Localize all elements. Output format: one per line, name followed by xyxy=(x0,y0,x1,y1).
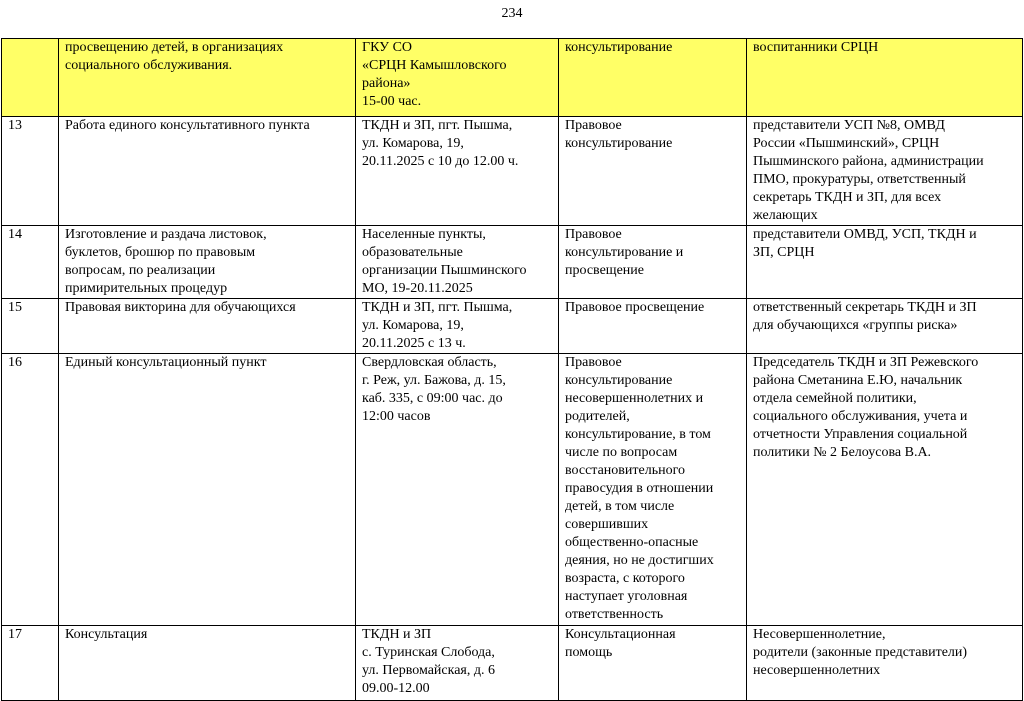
cell-text-line: Председатель ТКДН и ЗП Режевского xyxy=(753,355,979,370)
event-form-cell xyxy=(559,626,747,701)
cell-text-line: представители УСП №8, ОМВД xyxy=(753,118,945,133)
cell-text-line: Несовершеннолетние, xyxy=(753,627,886,642)
row-number-cell xyxy=(2,626,59,701)
cell-text-line: несовершеннолетних и xyxy=(565,391,704,406)
cell-text-line: Правовое xyxy=(565,355,622,370)
cell-text-line: образовательные xyxy=(362,245,463,260)
cell-text-line: родителей, xyxy=(565,409,630,424)
cell-text-line: числе по вопросам xyxy=(565,445,678,460)
event-place-cell xyxy=(356,226,559,299)
table-row xyxy=(2,354,1023,626)
event-place-cell xyxy=(356,626,559,701)
cell-text-line: родители (законные представители) xyxy=(753,645,968,660)
cell-text-line: воспитанники СРЦН xyxy=(753,40,879,55)
row-number-cell xyxy=(2,39,59,117)
cell-text-line: Изготовление и раздача листовок, xyxy=(65,227,267,242)
event-participants-cell xyxy=(747,299,1023,354)
cell-text-line: консультирование, в том xyxy=(565,427,711,442)
cell-text-line: восстановительного xyxy=(565,463,685,478)
event-title-cell xyxy=(59,39,356,117)
event-title-cell xyxy=(59,226,356,299)
table-row xyxy=(2,299,1023,354)
event-participants-cell xyxy=(747,226,1023,299)
page-number: 234 xyxy=(501,6,523,21)
cell-text-line: деяния, но не достигших xyxy=(565,553,714,568)
cell-text-line: для обучающихся «группы риска» xyxy=(753,318,958,333)
cell-text-line: Пышминского района, администрации xyxy=(753,154,984,169)
cell-text-line: Правовая викторина для обучающихся xyxy=(65,300,296,315)
cell-text-line: 13 xyxy=(8,118,22,133)
cell-text-line: желающих xyxy=(753,208,818,223)
row-number-cell xyxy=(2,354,59,626)
cell-text-line: ТКДН и ЗП, пгт. Пышма, xyxy=(362,300,513,315)
event-participants-cell xyxy=(747,117,1023,226)
cell-text-line: района» xyxy=(362,76,411,91)
cell-text-line: 20.11.2025 с 13 ч. xyxy=(362,336,466,351)
cell-text-line: 20.11.2025 с 10 до 12.00 ч. xyxy=(362,154,519,169)
cell-text-line: ПМО, прокуратуры, ответственный xyxy=(753,172,966,187)
cell-text-line: отдела семейной политики, xyxy=(753,391,917,406)
event-participants-cell xyxy=(747,354,1023,626)
cell-text-line: 15 xyxy=(8,300,22,315)
cell-text-line: политики № 2 Белоусова В.А. xyxy=(753,445,932,460)
event-title-cell xyxy=(59,626,356,701)
cell-text-line: ул. Комарова, 19, xyxy=(362,318,464,333)
cell-text-line: «СРЦН Камышловского xyxy=(362,58,507,73)
cell-text-line: ГКУ СО xyxy=(362,40,413,55)
event-place-cell xyxy=(356,39,559,117)
event-form-cell xyxy=(559,354,747,626)
cell-text-line: возраста, с которого xyxy=(565,571,685,586)
cell-text-line: примирительных процедур xyxy=(65,281,228,296)
cell-text-line: ул. Комарова, 19, xyxy=(362,136,464,151)
cell-text-line: Свердловская область, xyxy=(362,355,497,370)
table-row xyxy=(2,226,1023,299)
cell-text-line: 16 xyxy=(8,355,22,370)
cell-text-line: Правовое xyxy=(565,227,622,242)
cell-text-line: социального обслуживания, учета и xyxy=(753,409,968,424)
events-table xyxy=(1,38,1023,701)
row-number-cell xyxy=(2,226,59,299)
cell-text-line: организации Пышминского xyxy=(362,263,527,278)
row-number-cell xyxy=(2,117,59,226)
cell-text-line: секретарь ТКДН и ЗП, для всех xyxy=(753,190,942,205)
table-body xyxy=(2,39,1023,701)
cell-text-line: совершивших xyxy=(565,517,649,532)
cell-text-line: каб. 335, с 09:00 час. до xyxy=(362,391,503,406)
cell-text-line: вопросам, по реализации xyxy=(65,263,216,278)
cell-text-line: консультирование xyxy=(565,136,673,151)
cell-text-line: просвещение xyxy=(565,263,644,278)
cell-text-line: МО, 19-20.11.2025 xyxy=(362,281,473,296)
event-form-cell xyxy=(559,299,747,354)
cell-text-line: 15-00 час. xyxy=(362,94,422,109)
cell-text-line: просвещению детей, в организациях xyxy=(65,40,284,55)
cell-text-line: консультирование xyxy=(565,40,673,55)
row-number-cell xyxy=(2,299,59,354)
cell-text-line: ул. Первомайская, д. 6 xyxy=(362,663,495,678)
event-place-cell xyxy=(356,117,559,226)
cell-text-line: Единый консультационный пункт xyxy=(65,355,267,370)
event-place-cell xyxy=(356,299,559,354)
cell-text-line: ТКДН и ЗП, пгт. Пышма, xyxy=(362,118,513,133)
cell-text-line: детей, в том числе xyxy=(565,499,675,514)
table-row xyxy=(2,117,1023,226)
cell-text-line: ответственный секретарь ТКДН и ЗП xyxy=(753,300,977,315)
event-form-cell xyxy=(559,226,747,299)
event-title-cell xyxy=(59,299,356,354)
event-participants-cell xyxy=(747,39,1023,117)
cell-text-line: ЗП, СРЦН xyxy=(753,245,815,260)
cell-text-line: наступает уголовная xyxy=(565,589,688,604)
cell-text-line: района Сметанина Е.Ю, начальник xyxy=(753,373,963,388)
cell-text-line: консультирование xyxy=(565,373,673,388)
cell-text-line: России «Пышминский», СРЦН xyxy=(753,136,940,151)
cell-text-line: социального обслуживания. xyxy=(65,58,233,73)
event-form-cell xyxy=(559,39,747,117)
cell-text-line: 12:00 часов xyxy=(362,409,431,424)
cell-text-line: Консультационная xyxy=(565,627,676,642)
table-row xyxy=(2,39,1023,117)
event-place-cell xyxy=(356,354,559,626)
cell-text-line: Консультация xyxy=(65,627,148,642)
cell-text-line: общественно-опасные xyxy=(565,535,699,550)
cell-text-line: с. Туринская Слобода, xyxy=(362,645,495,660)
cell-text-line: буклетов, брошюр по правовым xyxy=(65,245,256,260)
event-form-cell xyxy=(559,117,747,226)
event-title-cell xyxy=(59,354,356,626)
cell-text-line: Населенные пункты, xyxy=(362,227,486,242)
table-row xyxy=(2,626,1023,701)
cell-text-line: 14 xyxy=(8,227,22,242)
cell-text-line: правосудия в отношении xyxy=(565,481,714,496)
cell-text-line: отчетности Управления социальной xyxy=(753,427,968,442)
cell-text-line: 09.00-12.00 xyxy=(362,681,430,696)
cell-text-line: Правовое xyxy=(565,118,622,133)
cell-text-line: Работа единого консультативного пункта xyxy=(65,118,310,133)
cell-text-line: г. Реж, ул. Бажова, д. 15, xyxy=(362,373,506,388)
event-title-cell xyxy=(59,117,356,226)
cell-text-line: консультирование и xyxy=(565,245,684,260)
cell-text-line: ТКДН и ЗП xyxy=(362,627,432,642)
cell-text-line: ответственность xyxy=(565,607,664,622)
cell-text-line: представители ОМВД, УСП, ТКДН и xyxy=(753,227,977,242)
cell-text-line: 17 xyxy=(8,627,22,642)
cell-text-line: несовершеннолетних xyxy=(753,663,881,678)
event-participants-cell xyxy=(747,626,1023,701)
cell-text-line: помощь xyxy=(565,645,613,660)
cell-text-line: Правовое просвещение xyxy=(565,300,705,315)
